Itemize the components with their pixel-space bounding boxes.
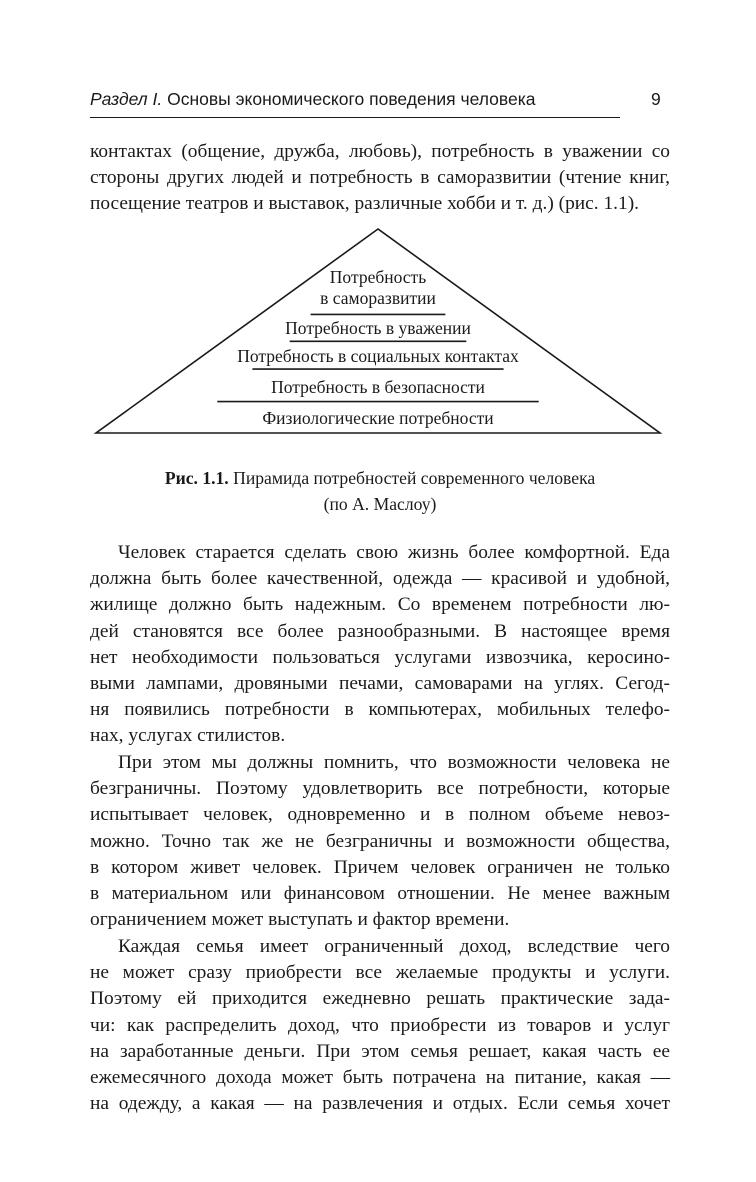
text-line: безграничны. Поэтому удовлетворить все потребности, которые [90,778,670,800]
text-line: Поэтому ей приходится ежедневно решать практические зада- [90,988,670,1010]
paragraph-3 [90,934,670,1117]
pyramid-level-physiological: Физиологические потребности [262,408,494,428]
text-line: ограничением может выступать и фактор времени. [90,909,510,931]
paragraph-2 [90,750,670,933]
text-line: на заработанные деньги. При этом семья решает, какая часть ее [90,1040,670,1062]
text-line: на одежду, а какая — на развлечения и отдых. Если семья хочет [90,1093,670,1115]
caption-line2: (по А. Маслоу) [323,494,437,514]
paragraph-1 [90,540,670,750]
text-line: ня появились потребности в компьютерах, мобильных телефо- [90,699,670,721]
section-title: Основы экономического поведения человека [162,89,536,109]
maslow-pyramid-figure [0,0,756,460]
caption-text: Пирамида потребностей современного человека [228,468,596,488]
text-line: не может сразу приобрести все желаемые продукты и услуги. [90,962,670,984]
text-line: нах, услугах стилистов. [90,725,286,747]
section-label: Раздел I. [90,89,163,109]
text-line: ежемесячного дохода может быть потрачена на питание, какая — [90,1067,670,1089]
text-line: посещение театров и выставок, различные хобби и т. д.) (рис. 1.1). [90,193,640,215]
text-line: нет необходимости пользоваться услугами извозчика, керосино- [90,646,670,668]
text-line: чи: как распределить доход, что приобрести из товаров и услуг [90,1014,670,1036]
text-line: Каждая семья имеет ограниченный доход, вследствие чего [118,936,670,957]
text-line: При этом мы должны помнить, что возможности человека не [118,752,670,773]
pyramid-level-safety: Потребность в безопасности [271,377,485,397]
text-line: должна быть более качественной, одежда — красивой и удобной, [90,568,670,590]
caption-label: Рис. 1.1. [164,468,229,488]
text-line: в материальном или финансовом отношении. Не менее важным [90,883,670,905]
figure-caption [90,465,670,517]
text-line: в котором живет человек. Причем человек ограничен не только [90,856,670,878]
page-number: 9 [651,89,661,109]
text-line: Человек старается сделать свою жизнь более комфортной. Еда [118,542,670,563]
pyramid-level-self-development-line2: в саморазвитии [320,288,436,308]
text-line: стороны других людей и потребность в саморазвитии (чтение книг, [90,167,670,189]
text-line: контактах (общение, дружба, любовь), потребность в уважении со [90,141,670,162]
pyramid-level-esteem: Потребность в уважении [285,318,471,338]
pyramid-level-self-development-line1: Потребность [329,267,427,287]
text-line: дей становятся все более разнообразными. В настоящее время [90,620,670,642]
text-line: выми лампами, дровяными печами, самоварами на углях. Сегод- [90,673,670,695]
text-line: можно. Точно так же не безграничны и возможности общества, [90,830,670,852]
pyramid-level-social: Потребность в социальных контактах [237,346,519,366]
text-line: испытывает человек, одновременно и в полном объеме невоз- [90,804,670,826]
text-line: жилище должно быть надежным. Со временем потребности лю- [90,594,670,616]
